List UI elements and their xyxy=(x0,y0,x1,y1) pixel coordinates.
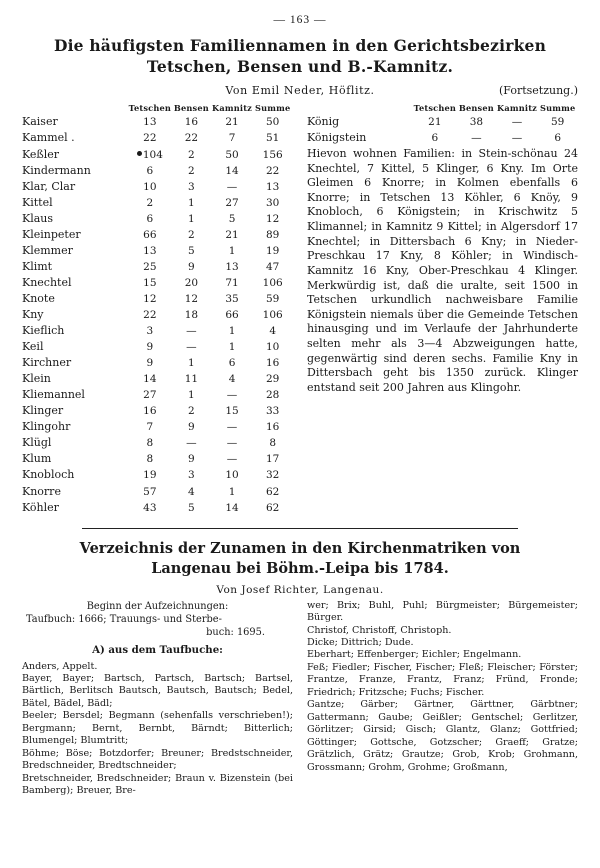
article1-right-column xyxy=(307,103,578,516)
article2-right-entries xyxy=(307,600,578,775)
count-cell-b: 2 xyxy=(188,164,195,177)
table-row xyxy=(22,388,293,404)
col-header-kamnitz: Kamnitz xyxy=(497,102,538,113)
table-row xyxy=(22,259,293,275)
count-cell-t: 27 xyxy=(143,389,157,402)
count-cell-k: — xyxy=(511,116,523,129)
surname-cell: Klimt xyxy=(22,259,53,273)
count-cell-b: 3 xyxy=(188,469,195,482)
count-cell-s: 4 xyxy=(269,325,277,338)
count-cell-t: 13 xyxy=(143,116,157,129)
surname-entry: Christof, Christoff, Christoph. xyxy=(307,624,452,636)
count-cell-k: 27 xyxy=(225,196,239,209)
count-cell-k: 15 xyxy=(225,405,239,418)
count-cell-t: 22 xyxy=(143,132,157,145)
article2-columns xyxy=(22,600,578,798)
count-cell-s: 50 xyxy=(265,116,280,129)
count-cell-b: 5 xyxy=(188,501,195,514)
surname-entry: Böhme; Böse; Botzdorfer; Breuner; Bredstschneider, Bredschneider, Bredtschneider; xyxy=(22,747,293,772)
page-number: — 163 — xyxy=(273,14,327,26)
table-row xyxy=(307,115,578,131)
table-row xyxy=(22,179,293,195)
surname-entry: Gantze; Gärber; Gärtner, Gärttner, Gärbtner; Gattermann; Gaube; Geißler; Gentschel; Gerlitzer, Görlitzer; Girsid; Gisch; Glantz, Glanz; Gottfried; Göttinger; Gottsche, Gotzscher; Graeff; Gratze; Grätzlich, Grätz; Grautze; Grob, Krob; Grohmann, Grossmann; Grohm, Grohme; Großmann, xyxy=(307,699,578,773)
surname-cell: Knechtel xyxy=(22,275,72,289)
count-cell-k: 14 xyxy=(225,164,239,177)
table-body-left xyxy=(22,115,293,516)
col-header-summe: Summe xyxy=(539,102,576,113)
surname-entry: Bretschneider, Bredschneider; Braun v. Bizenstein (bei Bamberg); Breuer, Bre- xyxy=(22,772,293,797)
col-header-name xyxy=(307,103,414,115)
count-cell-s: 29 xyxy=(265,373,280,386)
article2-title-block xyxy=(22,539,578,580)
count-cell-s: 32 xyxy=(265,469,280,482)
count-cell-t: 14 xyxy=(143,373,157,386)
surname-cell: Kliemannel xyxy=(22,388,85,402)
count-cell-b: 2 xyxy=(188,148,195,161)
article1-byline-row xyxy=(22,84,578,97)
count-cell-t: 16 xyxy=(143,405,157,418)
count-cell-s: 10 xyxy=(265,341,280,354)
article2-title-line2: Langenau bei Böhm.-Leipa bis 1784. xyxy=(151,560,449,578)
surname-cell: Knobloch xyxy=(22,468,75,482)
article1-byline: Von Emil Neder, Höflitz. xyxy=(225,83,375,97)
count-cell-s: 33 xyxy=(265,405,280,418)
count-cell-t: 13 xyxy=(143,244,157,257)
article2-left-entries xyxy=(22,661,293,798)
count-cell-t: 19 xyxy=(143,469,157,482)
count-cell-k: 50 xyxy=(225,148,239,161)
recording-start-line1: Taufbuch: 1666; Trauungs- und Sterbe- xyxy=(26,613,222,625)
article2-byline: Von Josef Richter, Langenau. xyxy=(216,583,384,596)
table-row xyxy=(22,211,293,227)
table-row xyxy=(22,163,293,179)
count-cell-b: — xyxy=(471,132,482,145)
surname-entry: wer; Brix; Buhl, Puhl; Bürgmeister; Bürgemeister; Bürger. xyxy=(307,599,578,624)
count-cell-t: 8 xyxy=(146,453,154,466)
count-cell-t: 6 xyxy=(431,132,439,145)
count-cell-k: 1 xyxy=(228,244,236,257)
table-row xyxy=(22,468,293,484)
article2-section-a-heading: A) aus dem Taufbuche: xyxy=(92,644,223,657)
count-cell-b: 22 xyxy=(184,132,199,145)
surname-cell: Kirchner xyxy=(22,356,72,370)
count-cell-s: 62 xyxy=(265,501,280,514)
count-cell-k: 71 xyxy=(225,276,239,289)
article1-body-text xyxy=(307,147,578,396)
count-cell-k: — xyxy=(226,421,238,434)
article2-left-column xyxy=(22,600,293,798)
count-cell-s: 16 xyxy=(265,357,280,370)
count-cell-t: 25 xyxy=(143,260,157,273)
surname-entry: Anders, Appelt. xyxy=(22,660,98,672)
count-cell-b: 9 xyxy=(188,260,195,273)
count-cell-t: 2 xyxy=(146,196,154,209)
table-row xyxy=(22,275,293,291)
count-cell-k: 13 xyxy=(225,260,239,273)
col-header-summe: Summe xyxy=(254,102,291,113)
count-cell-s: 12 xyxy=(265,212,280,225)
col-header-tetschen: Tetschen xyxy=(413,102,457,113)
count-cell-k: 14 xyxy=(225,501,239,514)
count-cell-s: 51 xyxy=(265,132,280,145)
col-header-bensen: Bensen xyxy=(458,102,494,113)
table-row xyxy=(22,356,293,372)
article1-title-line1: Die häufigsten Familiennamen in den Gerichtsbezirken xyxy=(53,36,547,55)
article2-title-line1: Verzeichnis der Zunamen in den Kirchenmatriken von xyxy=(79,540,521,558)
count-cell-s: 16 xyxy=(265,421,280,434)
count-cell-b: 20 xyxy=(184,276,199,289)
count-cell-k: — xyxy=(226,437,238,450)
surname-cell: Kammel . xyxy=(22,131,75,145)
surname-entry: Beeler; Bersdel; Begmann (sehenfalls verschrieben!); Bergmann; Bernt, Bernbt, Bärndt; Bitterlich; Blumengel; Blumtritt; xyxy=(22,710,293,747)
surname-cell: Klinger xyxy=(22,404,64,418)
name-frequency-table-left xyxy=(22,103,293,516)
article1-paragraph: Hievon wohnen Familien: in Stein-schönau 24 Knechtel, 7 Kittel, 5 Klinger, 6 Kny. Im Orte Gleimen 6 Knorre; in Kolmen ebenfalls 6 Knorre; in Tetschen 13 Köhler, 6 Knöy, 9 Knobloch, 6 Königstein; in Krischwitz 5 Klimannel; in Kamnitz 9 Kittel; in Algersdorf 17 Knechtel; in Dittersbach 6 Kny; in Nieder-Preschkau 17 Kny, 8 Köhler; in Windisch-Kamnitz 16 Kny, Ober-Preschkau 4 Klinger. Merkwürdig ist, daß die uralte, seit 1500 in Tetschen urkundlich nachweisbare Familie Königstein niemals über die Gemeinde Tetschen hinausging und im Verlaufe der Jahrhunderte selten mehr als 3—4 Abzweigungen hatte, gegenwärtig sind deren sechs. Familie Kny in Dittersbach geht bis 1350 zurück. Klinger entstand seit 200 Jahren aus Klingohr. xyxy=(307,146,578,394)
table-header-row xyxy=(22,103,293,115)
surname-cell: Klügl xyxy=(22,436,52,450)
count-cell-t: 22 xyxy=(143,309,157,321)
count-cell-b: 1 xyxy=(188,196,195,209)
count-cell-k: — xyxy=(226,453,238,466)
count-cell-b: 2 xyxy=(188,405,195,418)
count-cell-k: 66 xyxy=(225,309,239,321)
surname-cell: Klar, Clar xyxy=(22,179,76,193)
article2-right-column xyxy=(307,600,578,798)
count-cell-b: 2 xyxy=(188,228,195,241)
count-cell-b: 18 xyxy=(184,309,199,321)
count-cell-t: 66 xyxy=(143,228,157,241)
bullet-marker-icon xyxy=(137,151,142,156)
surname-cell: Kindermann xyxy=(22,163,91,177)
count-cell-b: 38 xyxy=(469,116,484,129)
count-cell-b: 1 xyxy=(188,357,195,370)
table-row xyxy=(22,452,293,468)
count-cell-s: 22 xyxy=(265,164,280,177)
count-cell-b: 16 xyxy=(184,116,199,129)
count-cell-t: 7 xyxy=(146,421,154,434)
article1-continuation-note: (Fortsetzung.) xyxy=(499,83,578,97)
count-cell-s: 106 xyxy=(262,309,283,321)
table-row xyxy=(22,484,293,500)
count-cell-s: 13 xyxy=(265,180,280,193)
surname-cell: König xyxy=(307,115,340,129)
count-cell-k: — xyxy=(226,389,238,402)
table-row xyxy=(22,243,293,259)
surname-cell: Klemmer xyxy=(22,243,73,257)
table-row xyxy=(22,115,293,131)
count-cell-k: 35 xyxy=(225,292,239,305)
surname-cell: Knote xyxy=(22,291,55,305)
surname-cell: Keßler xyxy=(22,147,60,161)
count-cell-k: 7 xyxy=(228,132,236,145)
table-row xyxy=(22,436,293,452)
table-body-right xyxy=(307,115,578,147)
count-cell-s: 62 xyxy=(265,485,280,498)
surname-entry: Feß; Fiedler; Fischer, Fischer; Fleß; Fleischer; Förster; Frantze, Franze, Frantz, Franz; Fründ, Fronde; Friedrich; Fritzsche; Fuchs; Fischer. xyxy=(307,661,578,698)
surname-cell: Knorre xyxy=(22,484,61,498)
table-row xyxy=(307,131,578,147)
count-cell-b: 9 xyxy=(188,453,195,466)
article1-columns xyxy=(22,103,578,516)
count-cell-t: 21 xyxy=(428,116,442,129)
count-cell-b: 1 xyxy=(188,212,195,225)
count-cell-k: 4 xyxy=(228,373,236,386)
table-row xyxy=(22,227,293,243)
surname-cell: Kieflich xyxy=(22,324,65,338)
table-header-row xyxy=(307,103,578,115)
surname-cell: Kittel xyxy=(22,195,53,209)
col-header-kamnitz: Kamnitz xyxy=(212,102,253,113)
count-cell-b: — xyxy=(186,437,197,450)
count-cell-k: 21 xyxy=(225,116,239,129)
table-row xyxy=(22,372,293,388)
count-cell-b: — xyxy=(186,341,197,354)
count-cell-t: 9 xyxy=(146,357,154,370)
recording-start-line2: buch: 1695. xyxy=(206,627,265,639)
count-cell-b: — xyxy=(186,325,197,338)
count-cell-k: 1 xyxy=(228,341,236,354)
count-cell-k: 10 xyxy=(225,469,239,482)
count-cell-s: 17 xyxy=(265,453,280,466)
surname-cell: Klingohr xyxy=(22,420,71,434)
table-row xyxy=(22,291,293,307)
surname-cell: Kny xyxy=(22,308,44,321)
article1-title-line2: Tetschen, Bensen und B.-Kamnitz. xyxy=(146,56,454,76)
count-cell-s: 106 xyxy=(262,276,283,289)
count-cell-s: 19 xyxy=(265,244,280,257)
count-cell-s: 156 xyxy=(262,148,283,161)
table-row xyxy=(22,147,293,163)
count-cell-s: 59 xyxy=(550,116,565,129)
count-cell-t: 104 xyxy=(129,147,171,163)
recording-start-heading: Beginn der Aufzeichnungen: xyxy=(86,600,229,612)
table-row xyxy=(22,340,293,356)
count-cell-t: 6 xyxy=(146,212,154,225)
count-cell-t: 12 xyxy=(143,292,157,305)
count-cell-s: 30 xyxy=(265,196,280,209)
count-cell-t: 6 xyxy=(146,164,154,177)
count-cell-b: 3 xyxy=(188,180,195,193)
surname-cell: Keil xyxy=(22,340,44,354)
count-cell-k: 21 xyxy=(225,228,239,241)
count-cell-s: 8 xyxy=(269,437,277,450)
count-cell-b: 1 xyxy=(188,389,195,402)
surname-cell: Klum xyxy=(22,452,52,466)
table-row xyxy=(22,307,293,323)
article1-left-column xyxy=(22,103,293,516)
table-row xyxy=(22,500,293,516)
surname-entry: Eberhart; Effenberger; Eichler; Engelmann. xyxy=(307,649,522,661)
col-header-tetschen: Tetschen xyxy=(128,102,172,113)
count-cell-k: 1 xyxy=(228,325,236,338)
count-cell-k: 6 xyxy=(228,357,236,370)
name-frequency-table-right xyxy=(307,103,578,147)
surname-entry: Bayer, Bayer; Bartsch, Partsch, Bartsch; Bartsel, Bärtlich, Berlitsch Bautsch, Bautsch, Bautsch; Bedel, Bätel, Bädel, Bädl; xyxy=(22,672,293,709)
count-cell-t: 3 xyxy=(146,325,154,338)
table-row xyxy=(22,404,293,420)
count-cell-b: 9 xyxy=(188,421,195,434)
count-cell-b: 5 xyxy=(188,244,195,257)
count-cell-t: 10 xyxy=(143,180,157,193)
surname-cell: Kaiser xyxy=(22,115,58,129)
section-divider xyxy=(82,528,518,529)
surname-cell: Klein xyxy=(22,372,51,386)
surname-cell: Kleinpeter xyxy=(22,227,81,241)
count-cell-k: — xyxy=(226,180,238,193)
count-cell-b: 12 xyxy=(184,292,199,305)
table-row xyxy=(22,420,293,436)
col-header-name xyxy=(22,103,129,115)
count-cell-s: 28 xyxy=(265,389,280,402)
count-cell-t: 15 xyxy=(143,276,157,289)
count-cell-b: 11 xyxy=(184,373,199,386)
recording-start-block xyxy=(22,600,293,640)
count-cell-s: 59 xyxy=(265,292,280,305)
table-row xyxy=(22,131,293,147)
count-cell-b: 4 xyxy=(188,485,195,498)
surname-entry: Dicke; Dittrich; Dude. xyxy=(307,637,414,649)
count-cell-t: 57 xyxy=(143,485,157,498)
table-row xyxy=(22,323,293,339)
surname-cell: Köhler xyxy=(22,500,59,514)
surname-cell: Königstein xyxy=(307,131,367,145)
count-cell-s: 6 xyxy=(554,132,562,145)
surname-cell: Klaus xyxy=(22,211,54,225)
count-cell-t: 43 xyxy=(143,501,157,514)
col-header-bensen: Bensen xyxy=(173,102,209,113)
count-cell-s: 89 xyxy=(265,228,280,241)
count-cell-t: 8 xyxy=(146,437,154,450)
count-cell-k: — xyxy=(511,132,523,145)
count-cell-k: 5 xyxy=(228,212,236,225)
count-cell-s: 47 xyxy=(265,260,280,273)
count-cell-k: 1 xyxy=(228,485,236,498)
table-row xyxy=(22,195,293,211)
article1-title-block xyxy=(22,36,578,78)
count-cell-t: 9 xyxy=(146,341,154,354)
